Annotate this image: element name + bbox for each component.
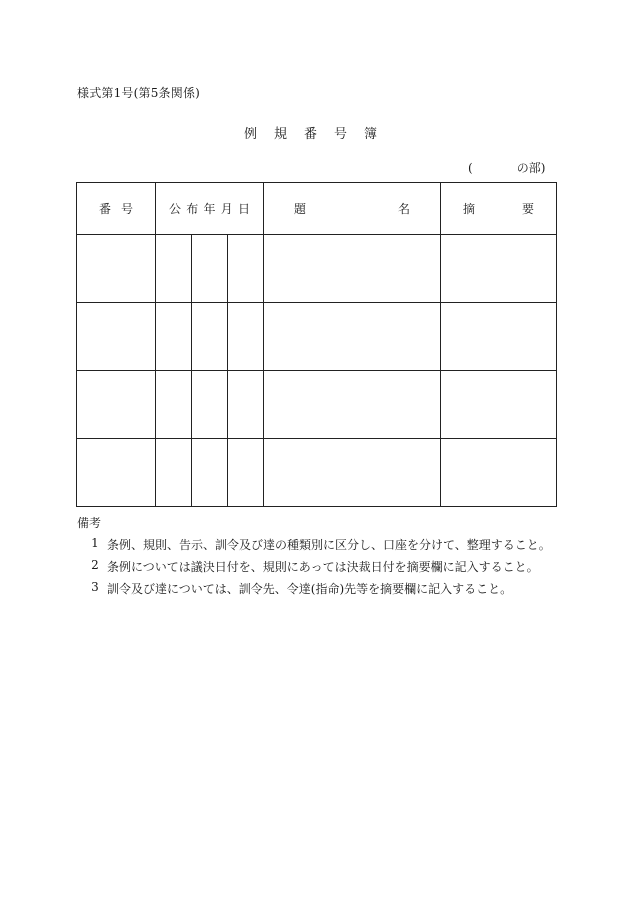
note-text: 条例については議決日付を、規則にあっては決裁日付を摘要欄に記入すること。 — [107, 560, 539, 574]
header-summary-char: 要 — [522, 202, 535, 216]
cell-number — [77, 371, 156, 439]
notes-list — [77, 536, 551, 597]
section-label-suffix: の部) — [516, 161, 546, 175]
cell-number — [77, 439, 156, 507]
header-title — [264, 183, 441, 235]
cell-month — [192, 235, 228, 303]
cell-year — [156, 235, 192, 303]
register-table — [76, 182, 557, 507]
header-date-char: 公 — [169, 202, 182, 216]
notes-section — [77, 514, 551, 602]
cell-title — [264, 303, 441, 371]
header-summary-char: 摘 — [463, 202, 476, 216]
header-number-char: 番 — [99, 202, 112, 216]
cell-month — [192, 371, 228, 439]
notes-heading: 備考 — [77, 516, 102, 530]
form-number: 様式第1号(第5条関係) — [77, 86, 201, 100]
table-row — [77, 371, 557, 439]
note-number: 1 — [91, 536, 99, 550]
cell-year — [156, 303, 192, 371]
cell-number — [77, 303, 156, 371]
header-summary — [441, 183, 557, 235]
table-row — [77, 439, 557, 507]
table-row — [77, 303, 557, 371]
header-date-char: 月 — [220, 202, 233, 216]
header-number — [77, 183, 156, 235]
header-date-char: 布 — [186, 202, 199, 216]
header-date-char: 年 — [203, 202, 216, 216]
cell-month — [192, 439, 228, 507]
cell-number — [77, 235, 156, 303]
cell-day — [228, 235, 264, 303]
header-title-char: 題 — [294, 202, 307, 216]
document-title: 例規番号簿 — [243, 127, 394, 142]
section-label — [468, 159, 545, 176]
list-item — [77, 536, 551, 553]
cell-title — [264, 439, 441, 507]
cell-day — [228, 371, 264, 439]
cell-year — [156, 371, 192, 439]
cell-title — [264, 371, 441, 439]
header-row — [77, 183, 557, 235]
cell-day — [228, 439, 264, 507]
note-text: 条例、規則、告示、訓令及び達の種類別に区分し、口座を分けて、整理すること。 — [107, 538, 551, 552]
list-item — [77, 558, 551, 575]
cell-day — [228, 303, 264, 371]
list-item — [77, 580, 551, 597]
note-text: 訓令及び達については、訓令先、令達(指命)先等を摘要欄に記入すること。 — [107, 582, 513, 596]
cell-month — [192, 303, 228, 371]
cell-summary — [441, 235, 557, 303]
header-title-char: 名 — [398, 202, 411, 216]
section-label-open: ( — [468, 161, 473, 175]
header-promulgation-date — [156, 183, 264, 235]
cell-title — [264, 235, 441, 303]
cell-summary — [441, 303, 557, 371]
note-number: 3 — [91, 580, 99, 594]
table-row — [77, 235, 557, 303]
header-date-char: 日 — [238, 202, 251, 216]
cell-year — [156, 439, 192, 507]
header-number-char: 号 — [120, 202, 133, 216]
cell-summary — [441, 439, 557, 507]
cell-summary — [441, 371, 557, 439]
note-number: 2 — [91, 558, 99, 572]
